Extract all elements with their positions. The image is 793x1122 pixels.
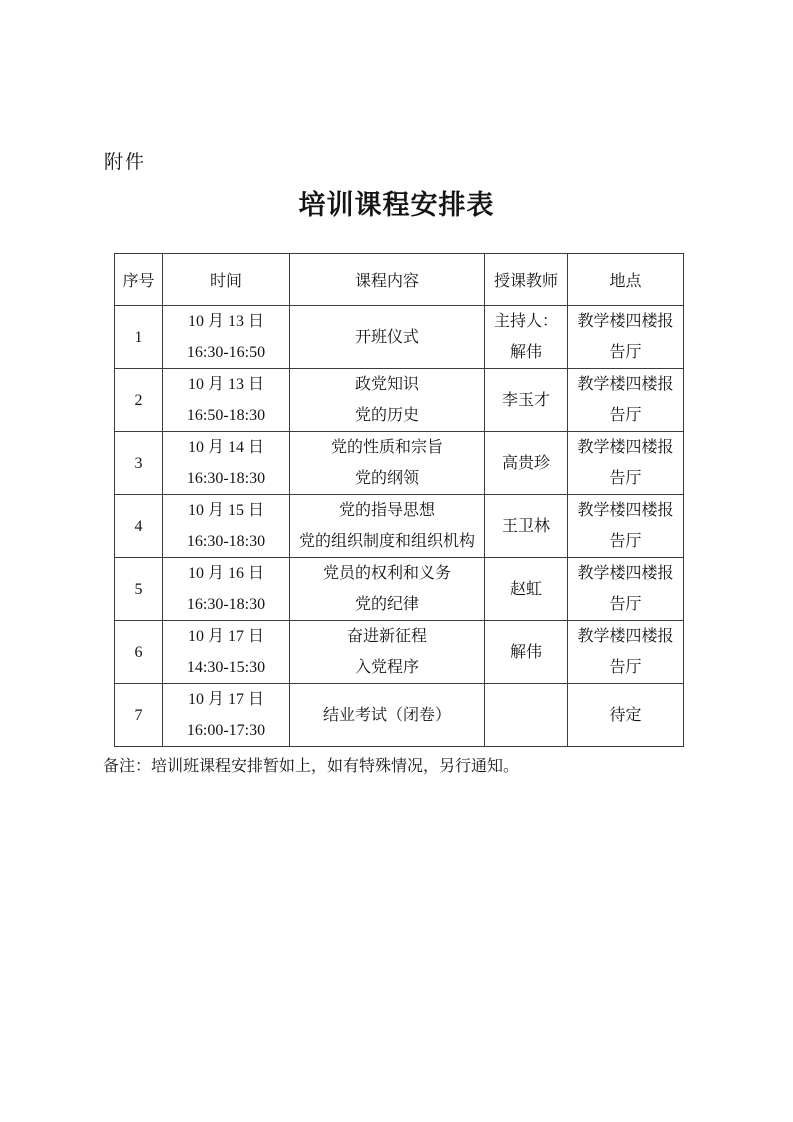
cell-teacher bbox=[485, 369, 568, 432]
cell-teacher bbox=[485, 684, 568, 747]
cell-line: 10 月 13 日 bbox=[187, 313, 264, 330]
cell-line: 开班仪式 bbox=[354, 328, 419, 346]
cell-line: 解伟 bbox=[509, 344, 542, 361]
footer-note: 备注：培训班课程安排暂如上，如有特殊情况，另行通知。 bbox=[103, 758, 520, 775]
schedule-table bbox=[114, 253, 684, 747]
cell-no bbox=[115, 621, 163, 684]
table-row bbox=[115, 495, 684, 558]
table-body bbox=[115, 306, 684, 747]
column-header: 课程内容 bbox=[290, 254, 485, 306]
cell-line: 党的组织制度和组织机构 bbox=[298, 533, 475, 550]
cell-line: 16:30-16:50 bbox=[186, 344, 266, 361]
table-row bbox=[115, 558, 684, 621]
cell-line: 1 bbox=[134, 328, 143, 346]
table-row bbox=[115, 684, 684, 747]
cell-line: 王卫林 bbox=[501, 517, 550, 535]
cell-line: 16:30-18:30 bbox=[186, 596, 266, 613]
cell-location bbox=[568, 306, 684, 369]
cell-line: 教学楼四楼报告厅 bbox=[577, 439, 674, 487]
cell-no bbox=[115, 306, 163, 369]
cell-line: 10 月 17 日 bbox=[187, 628, 264, 645]
cell-no bbox=[115, 684, 163, 747]
cell-line: 赵虹 bbox=[509, 580, 542, 598]
cell-line: 16:00-17:30 bbox=[186, 722, 266, 739]
cell-line: 7 bbox=[134, 706, 143, 724]
cell-line: 6 bbox=[134, 643, 143, 661]
cell-line: 2 bbox=[134, 391, 143, 409]
cell-line: 10 月 17 日 bbox=[187, 691, 264, 708]
cell-line: 5 bbox=[134, 580, 143, 598]
attachment-label: 附件 bbox=[104, 152, 147, 173]
table-row bbox=[115, 369, 684, 432]
column-header: 授课教师 bbox=[485, 254, 568, 306]
cell-line: 李玉才 bbox=[501, 391, 550, 409]
cell-time bbox=[163, 495, 290, 558]
cell-line: 入党程序 bbox=[354, 659, 419, 676]
cell-line: 党的纲领 bbox=[354, 470, 419, 487]
cell-line: 10 月 16 日 bbox=[187, 565, 264, 582]
cell-line: 党员的权利和义务 bbox=[322, 565, 451, 582]
cell-no bbox=[115, 558, 163, 621]
cell-line: 16:50-18:30 bbox=[186, 407, 266, 424]
cell-line: 解伟 bbox=[509, 643, 542, 661]
cell-line: 教学楼四楼报告厅 bbox=[577, 313, 674, 361]
table-row bbox=[115, 432, 684, 495]
cell-content bbox=[290, 369, 485, 432]
table-header-row bbox=[115, 254, 684, 306]
cell-teacher bbox=[485, 306, 568, 369]
cell-line: 14:30-15:30 bbox=[186, 659, 266, 676]
cell-time bbox=[163, 684, 290, 747]
cell-time bbox=[163, 558, 290, 621]
table-head bbox=[115, 254, 684, 306]
cell-teacher bbox=[485, 558, 568, 621]
cell-content bbox=[290, 684, 485, 747]
cell-time bbox=[163, 369, 290, 432]
cell-teacher bbox=[485, 495, 568, 558]
cell-location bbox=[568, 432, 684, 495]
cell-line: 16:30-18:30 bbox=[186, 533, 266, 550]
column-header: 时间 bbox=[163, 254, 290, 306]
cell-line: 党的性质和宗旨 bbox=[330, 439, 443, 456]
cell-location bbox=[568, 369, 684, 432]
table-row bbox=[115, 621, 684, 684]
column-header: 序号 bbox=[115, 254, 163, 306]
cell-content bbox=[290, 621, 485, 684]
cell-line: 党的纪律 bbox=[354, 596, 419, 613]
cell-line: 教学楼四楼报告厅 bbox=[577, 565, 674, 613]
cell-line: 主持人： bbox=[493, 313, 558, 330]
cell-line: 10 月 13 日 bbox=[187, 376, 264, 393]
cell-line: 教学楼四楼报告厅 bbox=[577, 376, 674, 424]
cell-line: 教学楼四楼报告厅 bbox=[577, 502, 674, 550]
cell-teacher bbox=[485, 621, 568, 684]
cell-line: 待定 bbox=[609, 706, 642, 724]
cell-location bbox=[568, 684, 684, 747]
cell-time bbox=[163, 432, 290, 495]
table-row bbox=[115, 306, 684, 369]
cell-time bbox=[163, 306, 290, 369]
cell-line: 3 bbox=[134, 454, 143, 472]
cell-no bbox=[115, 432, 163, 495]
cell-line: 政党知识 bbox=[354, 376, 419, 393]
cell-teacher bbox=[485, 432, 568, 495]
cell-line: 党的历史 bbox=[354, 407, 419, 424]
cell-line: 高贵珍 bbox=[501, 454, 550, 472]
cell-no bbox=[115, 495, 163, 558]
cell-content bbox=[290, 432, 485, 495]
cell-line: 10 月 14 日 bbox=[187, 439, 264, 456]
cell-line: 4 bbox=[134, 517, 143, 535]
cell-line: 教学楼四楼报告厅 bbox=[577, 628, 674, 676]
cell-line: 党的指导思想 bbox=[338, 502, 435, 519]
cell-location bbox=[568, 558, 684, 621]
column-header: 地点 bbox=[568, 254, 684, 306]
cell-line: 10 月 15 日 bbox=[187, 502, 264, 519]
cell-location bbox=[568, 621, 684, 684]
cell-time bbox=[163, 621, 290, 684]
cell-location bbox=[568, 495, 684, 558]
cell-line: 奋进新征程 bbox=[346, 628, 427, 645]
cell-no bbox=[115, 369, 163, 432]
cell-line: 16:30-18:30 bbox=[186, 470, 266, 487]
cell-content bbox=[290, 558, 485, 621]
cell-content bbox=[290, 306, 485, 369]
cell-content bbox=[290, 495, 485, 558]
cell-line: 结业考试（闭卷） bbox=[322, 706, 451, 724]
page-title: 培训课程安排表 bbox=[298, 190, 495, 220]
